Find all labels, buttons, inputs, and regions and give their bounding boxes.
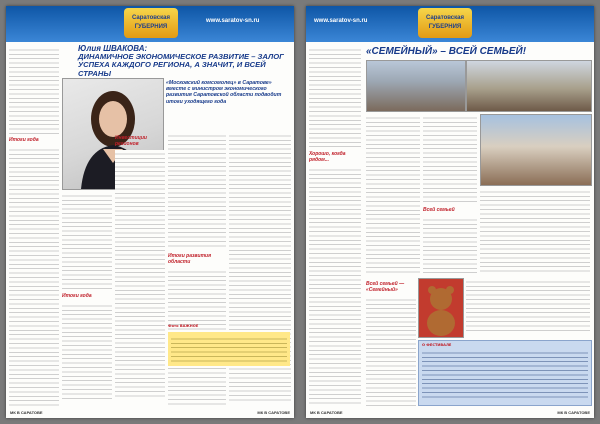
page-headline: ДИНАМИЧНОЕ ЭКОНОМИЧЕСКОЕ РАЗВИТИЕ – ЗАЛОГ УСПЕХА КАЖДОГО РЕГИОНА, А ЗНАЧИТ, И ВСЕЙ СТРАНЫ xyxy=(78,52,284,78)
right-column-3-text xyxy=(423,114,477,204)
right-column-1-text xyxy=(309,46,361,148)
subheading-3: Итоги развития области xyxy=(168,253,212,265)
right-column-4-text xyxy=(480,188,590,274)
highlight-box xyxy=(168,332,290,366)
column-1-text-2 xyxy=(62,302,112,402)
right-column-5 xyxy=(366,278,416,408)
right-column-3-text-2 xyxy=(423,216,477,274)
right-headline: «СЕМЕЙНЫЙ» – ВСЕЙ СЕМЬЕЙ! xyxy=(366,46,527,57)
photo-caption: Фото ВАЖНОЕ xyxy=(168,324,199,328)
newspaper-logo-right: Саратовская ГУБЕРНИЯ xyxy=(418,8,472,38)
crowd-photo xyxy=(366,60,466,112)
highlight-text xyxy=(171,335,287,363)
bottom-info-box xyxy=(418,340,592,406)
right-column-1-text-2 xyxy=(309,166,361,406)
group-photo xyxy=(480,114,592,186)
left-page-header xyxy=(6,6,294,42)
right-column-4 xyxy=(480,188,590,274)
store-photo xyxy=(466,60,592,112)
info-box-text xyxy=(422,349,588,401)
lead-block xyxy=(166,80,290,128)
info-box-title: О ФЕСТИВАЛЕ xyxy=(422,343,452,347)
mascot-photo xyxy=(418,278,464,338)
right-column-5-text xyxy=(366,296,416,408)
newspaper-logo: Саратовская ГУБЕРНИЯ xyxy=(124,8,178,38)
sidebar-body xyxy=(9,146,59,406)
column-2 xyxy=(115,132,165,408)
website-url: www.saratov-sn.ru xyxy=(206,18,260,24)
column-3 xyxy=(168,132,226,408)
right-column-1 xyxy=(309,46,361,408)
right-page-header xyxy=(306,6,594,42)
footer-right: МК В САРАТОВЕ xyxy=(257,410,290,415)
right-column-3 xyxy=(423,114,477,274)
footer-right-right: МК В САРАТОВЕ xyxy=(557,410,590,415)
bear-mascot-illustration xyxy=(419,279,463,337)
subheading-2: Инвестиции регионов xyxy=(115,135,147,147)
website-url-right: www.saratov-sn.ru xyxy=(314,18,368,24)
column-2-text xyxy=(115,150,165,400)
right-column-6-text xyxy=(466,278,590,334)
sidebar-title: Итоги года xyxy=(9,137,39,143)
column-3-text xyxy=(168,132,226,250)
column-4 xyxy=(229,132,291,408)
column-1-text xyxy=(62,192,112,290)
article-lead: «Московский комсомолец» в Саратове» вместе с министром экономического развития Саратовской области подводит итоги уходящего года xyxy=(166,80,282,105)
right-subheading-3: Всей семьей — «Семейный» xyxy=(366,281,405,293)
author-name: Юлия ШВАКОВА: xyxy=(78,44,148,53)
column-1 xyxy=(62,192,112,408)
left-sidebar xyxy=(9,46,59,406)
footer-left: МК В САРАТОВЕ xyxy=(10,410,43,415)
sidebar-text xyxy=(9,46,59,134)
subheading-1: Итоги года xyxy=(62,293,92,299)
right-column-2-text xyxy=(366,114,420,274)
right-subheading-2: Всей семьей xyxy=(423,207,455,213)
footer-left-right: МК В САРАТОВЕ xyxy=(310,410,343,415)
right-column-2 xyxy=(366,114,420,274)
right-column-6 xyxy=(466,278,590,334)
right-subheading-1: Хорошо, когда рядом... xyxy=(309,151,346,163)
right-page xyxy=(306,6,594,418)
left-page xyxy=(6,6,294,418)
